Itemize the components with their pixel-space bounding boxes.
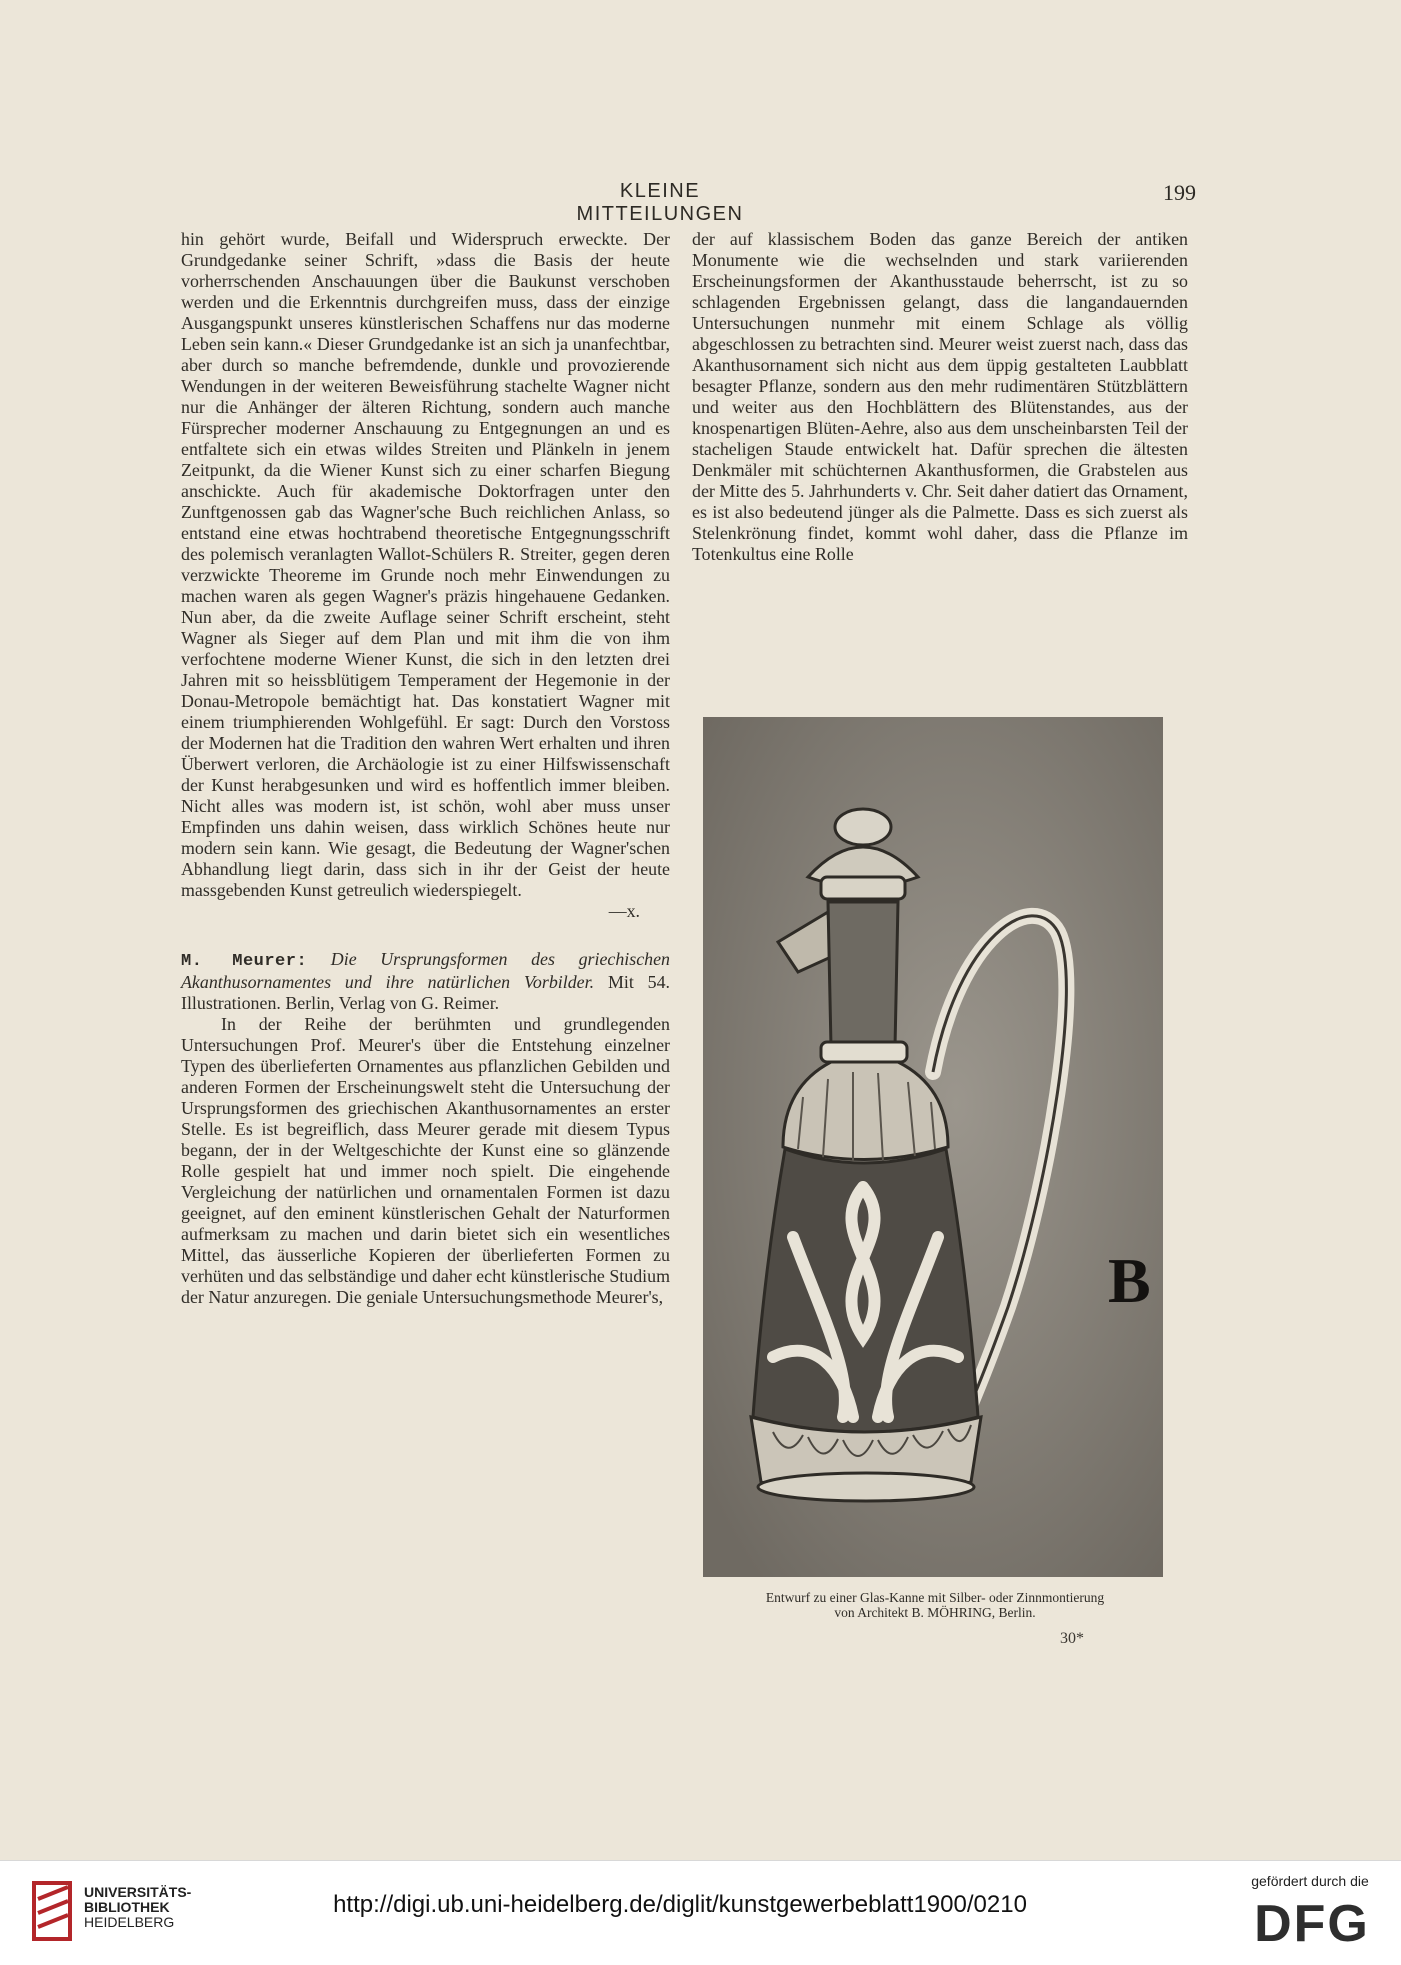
- article-paragraph: hin gehört wurde, Beifall und Widerspruch erweckte. Der Grundgedanke seiner Schrift, »dass die Basis der heute vorherrschenden Anschauungen über die Baukunst verschoben werden und die Erkenntnis durchgreifen muss, dass der einzige Ausgangspunkt unseres künstlerischen Schaffens nur das moderne Leben sein kann.« Dieser Grundgedanke ist an sich ja unanfechtbar, aber durch so manche befremdende, dunkle und provozierende Wendungen in der weiteren Beweisführung stachelte Wagner nicht nur die Anhänger der älteren Richtung, sondern auch manche Fürsprecher moderner Anschauung zu Entgegnungen an und es entfaltete sich ein etwas wildes Streiten und Plänkeln in jenem Zeitpunkt, da die Wiener Kunst sich zu einer scharfen Biegung anschickte. Auch für akademische Doktorfragen unter den Zunftgenossen gab das Wagner'sche Buch reichlichen Anlass, so entstand eine etwas hochtrabend theoretische Entgegnungsschrift des polemisch veranlagten Wallot-Schülers R. Streiter, gegen deren verzwickte Theoreme im Grunde noch mehr Einwendungen zu machen waren als gegen Wagner's präzis hingehauene Gedanken. Nun aber, da die zweite Auflage seiner Schrift erscheint, steht Wagner als Sieger auf dem Plan und mit ihm die von ihm verfochtene moderne Wiener Kunst, die sich in den letzten drei Jahren mit so heissblütigem Temperament der Hegemonie in der Donau-Metropole bemächtigt hat. Das konstatiert Wagner mit einem triumphierenden Wohlgefühl. Er sagt: Durch den Vorstoss der Modernen hat die Tradition den wahren Wert erhalten und ihren Überwert verloren, die Archäologie ist zu einer Hilfswissenschaft der Kunst herabgesunken und wird es hoffentlich immer bleiben. Nicht alles was modern ist, ist schön, wohl aber muss unser Empfinden uns dahin weisen, dass wirklich Schönes heute nur modern sein kann. Wie gesagt, die Bedeutung der Wagner'schen Abhandlung liegt darin, dass sich in ihr der Geist der heute massgebenden Kunst getreulich wiederspiegelt.: [181, 229, 670, 900]
- foot-ring: [758, 1473, 974, 1501]
- library-name-line: UNIVERSITÄTS-: [84, 1884, 192, 1900]
- right-column: [692, 229, 1188, 565]
- caption-line: Entwurf zu einer Glas-Kanne mit Silber- oder Zinnmontierung: [765, 1590, 1105, 1605]
- jug-neck: [828, 902, 898, 1047]
- running-title: KLEINE MITTEILUNGEN: [576, 180, 744, 225]
- sheet-signature: 30*: [1060, 1630, 1084, 1647]
- review-heading: [181, 949, 670, 1014]
- university-library-name: [84, 1885, 191, 1930]
- library-name-line: HEIDELBERG: [84, 1914, 175, 1930]
- page-number: 199: [1163, 180, 1196, 205]
- lid-rim: [821, 877, 905, 899]
- review-paragraph: In der Reihe der berühmten und grundlegenden Untersuchungen Prof. Meurer's über die Entstehung einzelner Typen des überlieferten Ornamentes aus pflanzlichen Gebilden und anderen Formen der Erscheinungswelt steht die Untersuchung der Ursprungsformen des griechischen Akanthusornamentes an erster Stelle. Es ist begreiflich, dass Meurer gerade mit diesem Typus begann, der in der Weltgeschichte der Kunst eine so glänzende Rolle gespielt hat und immer noch spielt. Die eingehende Vergleichung der natürlichen und ornamentalen Formen ist dazu geeignet, auf den eminent künstlerischen Gehalt der Naturformen aufmerksam zu machen und darin bietet sich ein wesentliches Mittel, das äusserliche Kopieren der überlieferten Formen zu verhüten und das selbständige und daher echt künstlerische Studium der Natur anzuregen. Die geniale Untersuchungsmethode Meurer's,: [181, 1014, 670, 1307]
- left-column: [181, 229, 670, 1308]
- artist-monogram: B: [1108, 1245, 1151, 1316]
- figure-caption: [700, 1590, 1170, 1620]
- review-details: Mit 54. Illustrationen. Berlin, Verlag von G. Reimer.: [181, 972, 671, 1013]
- permalink-url[interactable]: http://digi.ub.uni-heidelberg.de/diglit/kunstgewerbeblatt1900/0210: [333, 1891, 1027, 1918]
- neck-ring: [821, 1042, 907, 1062]
- caption-line: von Architekt B. MÖHRING, Berlin.: [834, 1605, 1036, 1620]
- funding-label: gefördert durch die: [1251, 1873, 1369, 1889]
- university-library-logo: [28, 1879, 76, 1943]
- review-paragraph-continued: der auf klassischem Boden das ganze Bereich der antiken Monumente wie die wechselnden und stark variierenden Erscheinungsformen der Akanthusstaude beherrscht, ist zu so schlagenden Ergebnissen gelangt, dass die langandauernden Untersuchungen nunmehr mit einem Schlage als völlig abgeschlossen zu betrachten sind. Meurer weist zuerst nach, dass das Akanthusornament sich nicht aus dem üppig gestalteten Laubblatt besagter Pflanze, sondern aus den mehr rudimentären Stützblättern und weiter aus den Hochblättern des Blütenstandes, aus der knospenartigen Blüten-Aehre, also aus dem unscheinbarsten Teil der stacheligen Staude entwickelt hat. Dafür sprechen die ältesten Denkmäler mit schüchternen Akanthusformen, die Grabstelen aus der Mitte des 5. Jahrhunderts v. Chr. Seit daher datiert das Ornament, es ist also bedeutend jünger als die Palmette. Dass es sich zuerst als Stelenkrönung findet, kommt wohl daher, dass die Pflanze im Totenkultus eine Rolle: [692, 229, 1188, 564]
- lid-knob: [835, 809, 891, 845]
- digitization-footer: [0, 1860, 1401, 1965]
- review-author: M. Meurer:: [181, 952, 308, 971]
- library-name-line: BIBLIOTHEK: [84, 1899, 170, 1915]
- dfg-logo: DFG: [1254, 1895, 1370, 1953]
- author-signoff: —x.: [608, 901, 640, 921]
- review-title: Die Ursprungsformen des griechischen Akanthusornamentes und ihre natürlichen Vorbilder.: [181, 949, 670, 992]
- jug-illustration: [703, 717, 1163, 1577]
